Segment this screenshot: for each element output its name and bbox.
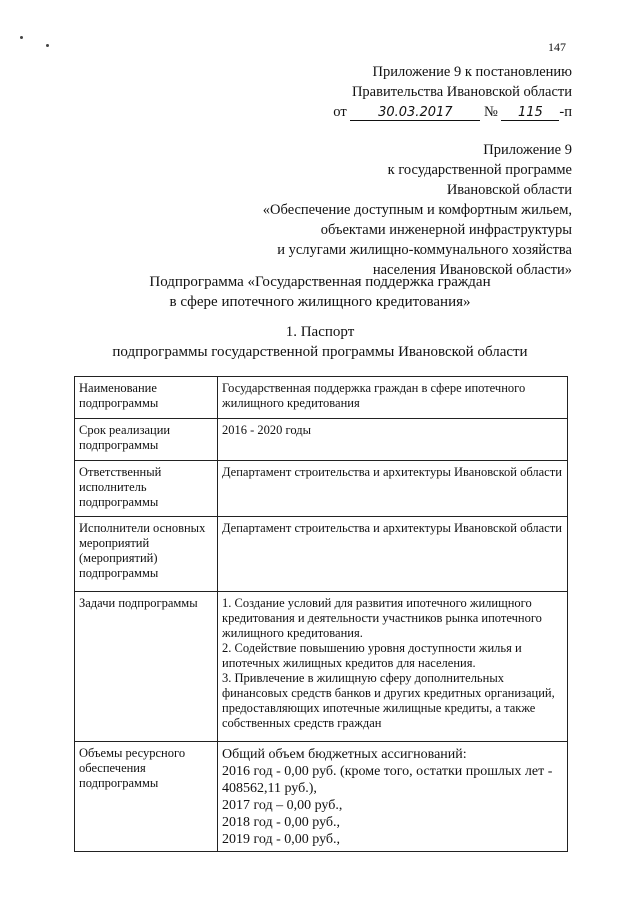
scan-speck bbox=[46, 44, 49, 47]
decree-date: 30.03.2017 bbox=[350, 105, 480, 121]
passport-title bbox=[0, 322, 640, 362]
program-appendix-line: «Обеспечение доступным и комфортным жильем, bbox=[262, 202, 572, 218]
program-appendix-line: населения Ивановской области» bbox=[372, 262, 572, 278]
row-value: 2016 - 2020 годы bbox=[218, 419, 568, 461]
number-prefix: № bbox=[483, 104, 498, 120]
task-item: 1. Создание условий для развития ипотечного жилищного кредитования и деятельности участников рынка ипотечного жилищного кредитования. bbox=[222, 596, 542, 640]
program-appendix-line: объектами инженерной инфраструктуры bbox=[320, 222, 572, 238]
scan-speck bbox=[20, 36, 23, 39]
program-appendix-line: Ивановской области bbox=[446, 182, 572, 198]
date-prefix: от bbox=[333, 104, 347, 120]
program-appendix-line: и услугами жилищно-коммунального хозяйства bbox=[277, 242, 572, 258]
task-item: 2. Содействие повышению уровня доступности жилья и ипотечных жилищных кредитов для населения. bbox=[222, 641, 522, 670]
program-appendix bbox=[263, 140, 572, 280]
table-row bbox=[75, 592, 568, 742]
task-item: 3. Привлечение в жилищную сферу дополнительных финансовых средств банков и других кредитных организаций, предоставляющих ипотечные жилищные кредиты, а также собственных средств граждан bbox=[222, 671, 555, 730]
subprogram-title bbox=[0, 272, 640, 312]
table-row bbox=[75, 461, 568, 517]
appendix-line-1: Приложение 9 к постановлению bbox=[372, 64, 572, 80]
budget-line: 2019 год - 0,00 руб., bbox=[222, 832, 341, 847]
table-row bbox=[75, 517, 568, 592]
number-suffix: -п bbox=[559, 104, 572, 120]
budget-line: Общий объем бюджетных ассигнований: bbox=[222, 747, 467, 762]
decree-date-number bbox=[333, 102, 572, 122]
program-appendix-line: Приложение 9 bbox=[483, 142, 572, 158]
row-label: Срок реализации подпрограммы bbox=[75, 419, 218, 461]
budget-line: 2016 год - 0,00 руб. (кроме того, остатки прошлых лет - 408562,11 руб.), bbox=[222, 764, 553, 796]
decree-number: 115 bbox=[501, 105, 559, 121]
program-appendix-line: к государственной программе bbox=[387, 162, 572, 178]
budget-line: 2017 год – 0,00 руб., bbox=[222, 798, 343, 813]
row-value bbox=[218, 742, 568, 852]
row-value: Департамент строительства и архитектуры Ивановской области bbox=[218, 517, 568, 592]
page-number: 147 bbox=[548, 40, 566, 54]
appendix-line-2: Правительства Ивановской области bbox=[351, 84, 572, 100]
passport-title-line-1: 1. Паспорт bbox=[285, 324, 355, 340]
row-value: Государственная поддержка граждан в сфере ипотечного жилищного кредитования bbox=[218, 377, 568, 419]
row-value bbox=[218, 592, 568, 742]
row-label: Объемы ресурсного обеспечения подпрограммы bbox=[75, 742, 218, 852]
subprogram-title-line-1: Подпрограмма «Государственная поддержка граждан bbox=[149, 274, 491, 290]
table-row bbox=[75, 377, 568, 419]
table-row bbox=[75, 742, 568, 852]
row-label: Задачи подпрограммы bbox=[75, 592, 218, 742]
row-value: Департамент строительства и архитектуры Ивановской области bbox=[218, 461, 568, 517]
appendix-header bbox=[333, 62, 572, 122]
passport-table bbox=[74, 376, 568, 852]
table-row bbox=[75, 419, 568, 461]
row-label: Исполнители основных мероприятий (мероприятий) подпрограммы bbox=[75, 517, 218, 592]
row-label: Наименование подпрограммы bbox=[75, 377, 218, 419]
budget-line: 2018 год - 0,00 руб., bbox=[222, 815, 341, 830]
row-label: Ответственный исполнитель подпрограммы bbox=[75, 461, 218, 517]
passport-title-line-2: подпрограммы государственной программы Ивановской области bbox=[112, 344, 528, 360]
subprogram-title-line-2: в сфере ипотечного жилищного кредитования» bbox=[169, 294, 471, 310]
